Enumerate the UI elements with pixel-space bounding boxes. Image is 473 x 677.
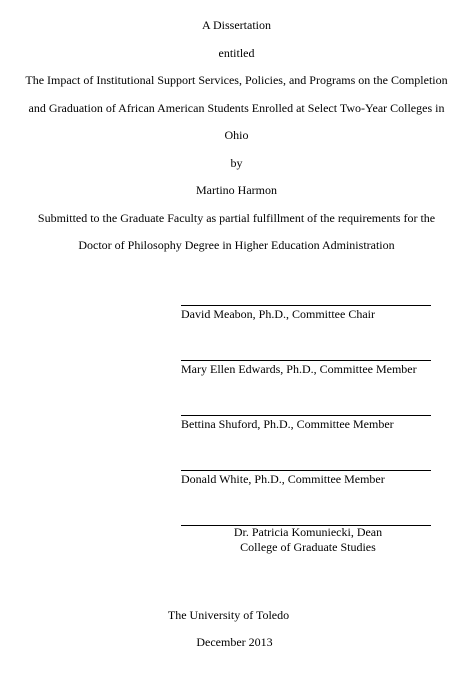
dissertation-title-line-1: The Impact of Institutional Support Services, Policies, and Programs on the Completion: [25, 73, 448, 87]
signature-line: [181, 470, 431, 471]
committee-member-name: Bettina Shuford, Ph.D., Committee Member: [181, 417, 394, 431]
dissertation-title-line-2: and Graduation of African American Students Enrolled at Select Two-Year Colleges in: [28, 101, 445, 115]
committee-member-name: Mary Ellen Edwards, Ph.D., Committee Member: [181, 362, 417, 376]
signature-line: [181, 415, 431, 416]
document-type: A Dissertation: [202, 18, 271, 32]
signature-line: [181, 305, 431, 306]
dean-office: College of Graduate Studies: [240, 540, 376, 554]
dean-name: Dr. Patricia Komuniecki, Dean: [233, 525, 383, 539]
submission-statement-line-1: Submitted to the Graduate Faculty as partial fulfillment of the requirements for the: [37, 211, 436, 225]
committee-member-name: Donald White, Ph.D., Committee Member: [181, 472, 385, 486]
dissertation-title-line-3: Ohio: [224, 128, 249, 142]
committee-member-name: David Meabon, Ph.D., Committee Chair: [181, 307, 375, 321]
entitled-label: entitled: [218, 46, 255, 60]
institution-name: The University of Toledo: [167, 608, 290, 622]
signature-line: [181, 360, 431, 361]
author-name: Martino Harmon: [196, 183, 277, 197]
submission-date: December 2013: [196, 635, 273, 649]
by-label: by: [230, 156, 243, 170]
submission-statement-line-2: Doctor of Philosophy Degree in Higher Education Administration: [78, 238, 395, 252]
